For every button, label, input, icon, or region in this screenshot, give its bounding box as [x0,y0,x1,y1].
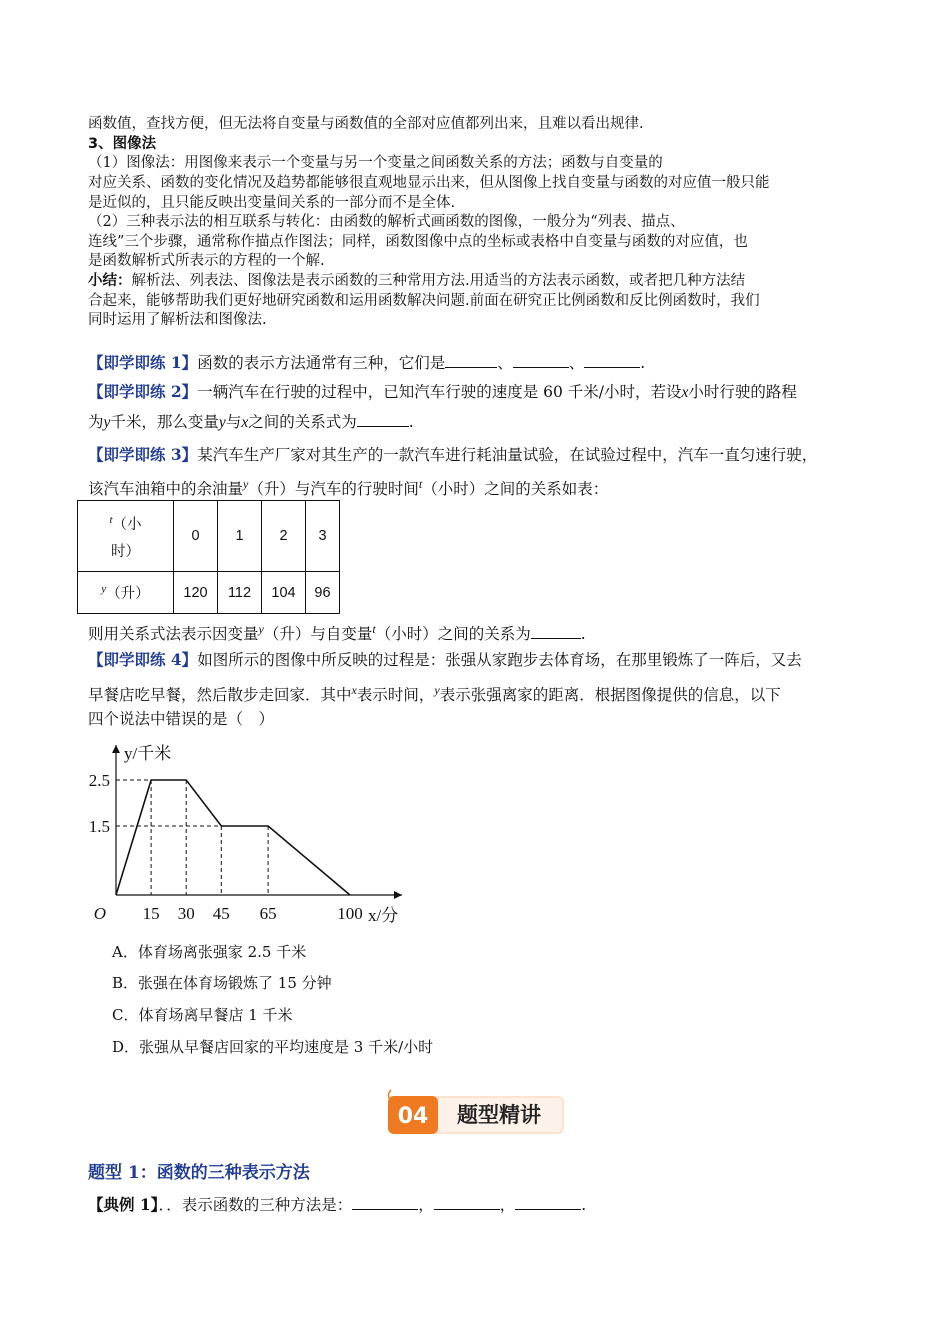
y-tick-label: 1.5 [88,817,110,836]
variable: y [218,414,226,431]
exercise-text: 表示时间， [356,686,435,705]
origin-label: O [93,904,106,923]
separator: ， [499,1196,516,1214]
exercise-tag: 【即学即练 1】 [88,353,198,372]
exercise-text: 该汽车油箱中的余油量 [88,480,244,499]
exercise-3-line2 [88,473,608,500]
exercise-text: 函数的表示方法通常有三种，它们是 [197,354,446,372]
exercise-2-line2 [88,411,414,434]
period: . [408,413,414,431]
y-axis-label: y/千米 [124,744,172,763]
separator: 、 [568,354,585,372]
paragraph-line: 连线”三个步骤，通常称作描点作图法；同样，函数图像中点的坐标或表格中自变量与函数的对应值，也 [88,234,748,250]
exercise-text: （升）与汽车的行驶时间 [248,480,419,499]
separator: 、 [497,354,513,372]
variable: y [434,683,440,697]
period: . [580,625,586,644]
option-c[interactable]: C．体育场离早餐店 1 千米 [112,1006,293,1024]
option-a[interactable]: A．体育场离张强家 2.5 千米 [112,943,307,961]
x-tick-label: 15 [142,904,160,923]
exercise-text: （升）与自变量 [263,625,373,644]
paragraph-line: （1）图像法：用图像来表示一个变量与另一个变量之间函数关系的方法；函数与自变量的 [88,155,663,171]
exercise-text: 小时行驶的路程 [688,383,797,401]
table-cell: 112 [218,572,262,614]
exercise-4 [88,649,802,671]
answer-blank[interactable] [531,624,581,639]
answer-blank[interactable] [445,353,497,368]
distance-time-chart [80,735,420,935]
paragraph-line: 函数值，查找方便，但无法将自变量与函数值的全部对应值都列出来，且难以看出规律. [88,116,644,132]
table-cell: 1 [218,501,262,572]
x-tick-label: 30 [177,904,195,923]
variable: y [243,477,249,491]
variable: x [681,384,689,401]
summary-text: 解析法、列表法、图像法是表示函数的三种常用方法.用适当的方法表示函数，或者把几种方法结 [131,273,746,289]
summary-line [88,271,745,291]
table-cell: 104 [262,572,306,614]
paragraph-line: 同时运用了解析法和图像法. [88,312,267,328]
banner-number: 04 [397,1104,429,1129]
table-cell: 120 [174,572,218,614]
y-axis-arrow [112,745,120,753]
summary-label: 小结： [88,273,132,289]
answer-blank[interactable] [513,353,569,368]
x-tick-label: 45 [212,904,230,923]
table-cell: 96 [306,572,340,614]
x-tick-label: 100 [337,904,363,923]
exercise-2 [88,381,797,404]
paragraph-line: （2）三种表示法的相互联系与转化：由函数的解析式画函数的图像，一般分为“列表、描点、 [88,214,685,230]
exercise-text: 之间的关系式为 [248,413,357,431]
variable: y [258,622,264,636]
answer-blank[interactable] [515,1195,581,1210]
answer-blank[interactable] [584,353,640,368]
separator: ， [418,1196,434,1214]
exercise-text: （小时）之间的关系如表： [422,480,609,499]
answer-blank[interactable] [434,1195,500,1210]
answer-blank[interactable] [357,412,409,427]
x-axis-arrow [394,891,402,899]
paragraph-line: 对应关系、函数的变化情况及趋势都能够很直观地显示出来，但从图像上找自变量与函数的对应值一般只能 [88,175,770,191]
banner-graphic [385,1088,567,1136]
table-row [78,572,340,614]
exercise-text: 为 [88,413,104,431]
exercise-1 [88,352,645,374]
option-b[interactable]: B．张强在体育场锻炼了 15 分钟 [112,974,332,992]
exercise-text: 表示张强离家的距离．根据图像提供的信息，以下 [439,686,781,705]
exercise-text: 则用关系式法表示因变量 [88,625,259,644]
paragraph-line: 合起来，能够帮助我们更好地研究函数和运用函数解决问题.前面在研究正比例函数和反比例函数时，我们 [88,293,760,309]
exercise-text: 某汽车生产厂家对其生产的一款汽车进行耗油量试验，在试验过程中，汽车一直匀速行驶， [197,446,818,464]
paragraph-line: 是函数解析式所表示的方程的一个解. [88,253,325,269]
exercise-text: 如图所示的图像中所反映的过程是：张强从家跑步去体育场，在那里锻炼了一阵后，又去 [197,651,802,669]
example-text: ．．表示函数的三种方法是： [158,1196,353,1214]
exercise-text: 早餐店吃早餐，然后散步走回家．其中 [88,686,352,705]
option-d[interactable]: D．张强从早餐店回家的平均速度是 3 千米/小时 [112,1038,434,1056]
answer-blank[interactable] [352,1195,418,1210]
exercise-4-line2 [88,679,781,706]
table-header-t: $^t$（小 时） [78,501,174,572]
exercise-text: （小时）之间的关系为 [375,625,531,644]
table-cell: 0 [174,501,218,572]
variable: t [418,477,423,491]
section-title: 3、图像法 [88,136,157,152]
exercise-tag: 【即学即练 2】 [88,382,198,401]
table-row [78,501,340,572]
table-cell: 3 [306,501,340,572]
variable: t [372,622,376,636]
variable: y [103,414,111,431]
exercise-tag: 【即学即练 3】 [88,445,198,464]
exercise-3 [88,444,817,466]
period: . [640,354,646,372]
x-axis-label: x/分 [368,906,399,925]
example-tag: 【典例 1】 [88,1195,159,1214]
x-tick-label: 65 [259,904,277,923]
data-table [77,500,340,614]
exercise-text: 千米，那么变量 [110,413,219,431]
exercise-4-line3: 四个说法中错误的是（ ） [88,710,275,728]
exercise-text: 与 [225,413,242,431]
exercise-tag: 【即学即练 4】 [88,650,198,669]
variable: x [241,414,249,431]
example-1 [88,1194,586,1216]
table-cell: 2 [262,501,306,572]
paragraph-line: 是近似的，且只能反映出变量间关系的一部分而不是全体. [88,195,456,211]
section-heading: 题型 1：函数的三种表示方法 [88,1163,310,1183]
table-header-y: $^y$（升） [78,572,174,614]
exercise-3-after [88,618,586,645]
variable: x [351,683,357,697]
exercise-text: 一辆汽车在行驶的过程中，已知汽车行驶的速度是 60 千米/小时，若设 [197,383,682,401]
section-banner [385,1088,567,1136]
banner-title: 题型精讲 [457,1103,541,1127]
y-tick-label: 2.5 [88,771,110,790]
period: . [581,1196,587,1214]
